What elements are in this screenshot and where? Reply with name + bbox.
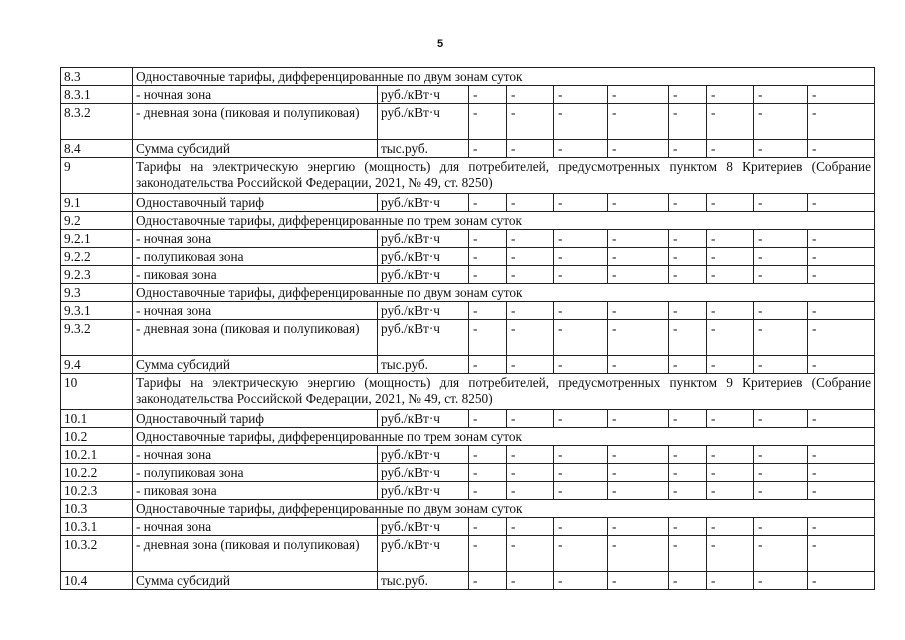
value-cell: - <box>469 230 507 248</box>
row-number: 10.1 <box>61 410 133 428</box>
row-label: Одноставочный тариф <box>133 410 378 428</box>
value-cell: - <box>469 194 507 212</box>
row-label: Одноставочный тариф <box>133 194 378 212</box>
row-label: - дневная зона (пиковая и полупиковая) <box>133 536 378 572</box>
group-title: Одноставочные тарифы, дифференцированные по трем зонам суток <box>133 428 875 446</box>
unit-cell: руб./кВт·ч <box>378 320 469 356</box>
value-cell: - <box>754 302 808 320</box>
value-cell: - <box>554 194 608 212</box>
value-cell: - <box>669 356 707 374</box>
value-cell: - <box>808 572 875 590</box>
value-cell: - <box>808 230 875 248</box>
subheader-row <box>61 212 875 230</box>
unit-cell: руб./кВт·ч <box>378 248 469 266</box>
value-cell: - <box>554 356 608 374</box>
row-number: 9.4 <box>61 356 133 374</box>
value-cell: - <box>608 230 669 248</box>
value-cell: - <box>469 104 507 140</box>
tariff-table <box>60 67 875 590</box>
value-cell: - <box>469 572 507 590</box>
value-cell: - <box>669 536 707 572</box>
value-cell: - <box>669 446 707 464</box>
value-cell: - <box>554 518 608 536</box>
value-cell: - <box>507 248 554 266</box>
row-number: 9.2.1 <box>61 230 133 248</box>
section-title: Тарифы на электрическую энергию (мощность) для потребителей, предусмотренных пунктом 9 Критериев (Собрание законодательства Российской Федерации, 2021, № 49, ст. 8250) <box>133 374 875 410</box>
row-number: 8.3.2 <box>61 104 133 140</box>
value-cell: - <box>707 266 754 284</box>
value-cell: - <box>554 536 608 572</box>
value-cell: - <box>808 320 875 356</box>
value-cell: - <box>707 464 754 482</box>
value-cell: - <box>808 86 875 104</box>
value-cell: - <box>469 320 507 356</box>
row-number: 10.2.2 <box>61 464 133 482</box>
value-cell: - <box>608 410 669 428</box>
unit-cell: руб./кВт·ч <box>378 464 469 482</box>
value-cell: - <box>669 230 707 248</box>
section-title: Тарифы на электрическую энергию (мощность) для потребителей, предусмотренных пунктом 8 Критериев (Собрание законодательства Российской Федерации, 2021, № 49, ст. 8250) <box>133 158 875 194</box>
row-number: 9.1 <box>61 194 133 212</box>
value-cell: - <box>754 230 808 248</box>
value-cell: - <box>669 518 707 536</box>
row-number: 10 <box>61 374 133 410</box>
value-cell: - <box>469 302 507 320</box>
value-cell: - <box>808 482 875 500</box>
value-cell: - <box>507 464 554 482</box>
row-label: - ночная зона <box>133 230 378 248</box>
subheader-row <box>61 428 875 446</box>
row-label: - пиковая зона <box>133 482 378 500</box>
value-cell: - <box>507 482 554 500</box>
value-cell: - <box>608 518 669 536</box>
table-row <box>61 482 875 500</box>
table-row <box>61 302 875 320</box>
value-cell: - <box>554 446 608 464</box>
value-cell: - <box>707 230 754 248</box>
value-cell: - <box>808 518 875 536</box>
value-cell: - <box>669 320 707 356</box>
value-cell: - <box>507 518 554 536</box>
row-number: 9.2.2 <box>61 248 133 266</box>
value-cell: - <box>754 410 808 428</box>
table-row <box>61 536 875 572</box>
value-cell: - <box>469 464 507 482</box>
table-row <box>61 86 875 104</box>
value-cell: - <box>608 320 669 356</box>
value-cell: - <box>554 572 608 590</box>
row-label: - полупиковая зона <box>133 464 378 482</box>
value-cell: - <box>554 410 608 428</box>
row-label: - ночная зона <box>133 518 378 536</box>
page-number: 5 <box>436 38 444 50</box>
value-cell: - <box>608 302 669 320</box>
value-cell: - <box>608 536 669 572</box>
value-cell: - <box>507 230 554 248</box>
group-title: Одноставочные тарифы, дифференцированные по трем зонам суток <box>133 212 875 230</box>
value-cell: - <box>554 482 608 500</box>
unit-cell: руб./кВт·ч <box>378 410 469 428</box>
value-cell: - <box>707 518 754 536</box>
table-row <box>61 248 875 266</box>
value-cell: - <box>754 464 808 482</box>
row-label: Сумма субсидий <box>133 140 378 158</box>
value-cell: - <box>669 572 707 590</box>
value-cell: - <box>669 248 707 266</box>
value-cell: - <box>754 320 808 356</box>
table-row <box>61 356 875 374</box>
row-number: 10.4 <box>61 572 133 590</box>
value-cell: - <box>554 266 608 284</box>
row-number: 8.4 <box>61 140 133 158</box>
unit-cell: руб./кВт·ч <box>378 302 469 320</box>
value-cell: - <box>808 536 875 572</box>
value-cell: - <box>754 86 808 104</box>
unit-cell: руб./кВт·ч <box>378 536 469 572</box>
section-row <box>61 158 875 194</box>
value-cell: - <box>754 446 808 464</box>
unit-cell: руб./кВт·ч <box>378 194 469 212</box>
group-title: Одноставочные тарифы, дифференцированные по двум зонам суток <box>133 284 875 302</box>
value-cell: - <box>808 410 875 428</box>
value-cell: - <box>808 266 875 284</box>
value-cell: - <box>754 140 808 158</box>
value-cell: - <box>507 572 554 590</box>
value-cell: - <box>808 356 875 374</box>
subheader-row <box>61 68 875 86</box>
unit-cell: тыс.руб. <box>378 140 469 158</box>
value-cell: - <box>507 320 554 356</box>
value-cell: - <box>608 104 669 140</box>
value-cell: - <box>469 410 507 428</box>
group-title: Одноставочные тарифы, дифференцированные по двум зонам суток <box>133 68 875 86</box>
value-cell: - <box>808 446 875 464</box>
row-number: 9.3 <box>61 284 133 302</box>
row-number: 10.2 <box>61 428 133 446</box>
row-label: - ночная зона <box>133 86 378 104</box>
value-cell: - <box>808 104 875 140</box>
value-cell: - <box>707 356 754 374</box>
value-cell: - <box>669 482 707 500</box>
row-number: 9.3.2 <box>61 320 133 356</box>
value-cell: - <box>608 140 669 158</box>
value-cell: - <box>707 482 754 500</box>
value-cell: - <box>469 482 507 500</box>
row-label: - дневная зона (пиковая и полупиковая) <box>133 320 378 356</box>
value-cell: - <box>808 464 875 482</box>
value-cell: - <box>554 302 608 320</box>
unit-cell: руб./кВт·ч <box>378 482 469 500</box>
unit-cell: руб./кВт·ч <box>378 518 469 536</box>
value-cell: - <box>754 482 808 500</box>
value-cell: - <box>507 536 554 572</box>
row-number: 8.3 <box>61 68 133 86</box>
row-number: 10.2.1 <box>61 446 133 464</box>
value-cell: - <box>669 104 707 140</box>
value-cell: - <box>669 410 707 428</box>
row-number: 10.3.2 <box>61 536 133 572</box>
value-cell: - <box>707 302 754 320</box>
value-cell: - <box>608 572 669 590</box>
row-label: - дневная зона (пиковая и полупиковая) <box>133 104 378 140</box>
row-label: - пиковая зона <box>133 266 378 284</box>
row-number: 9 <box>61 158 133 194</box>
value-cell: - <box>754 104 808 140</box>
value-cell: - <box>608 464 669 482</box>
value-cell: - <box>707 536 754 572</box>
value-cell: - <box>608 248 669 266</box>
row-number: 10.2.3 <box>61 482 133 500</box>
table-row <box>61 410 875 428</box>
value-cell: - <box>507 104 554 140</box>
value-cell: - <box>469 86 507 104</box>
table-row <box>61 104 875 140</box>
value-cell: - <box>554 464 608 482</box>
row-number: 9.2.3 <box>61 266 133 284</box>
unit-cell: руб./кВт·ч <box>378 230 469 248</box>
value-cell: - <box>754 518 808 536</box>
value-cell: - <box>507 302 554 320</box>
table-row <box>61 518 875 536</box>
value-cell: - <box>507 140 554 158</box>
unit-cell: руб./кВт·ч <box>378 446 469 464</box>
value-cell: - <box>669 86 707 104</box>
unit-cell: руб./кВт·ч <box>378 104 469 140</box>
value-cell: - <box>469 248 507 266</box>
table-row <box>61 572 875 590</box>
value-cell: - <box>754 536 808 572</box>
value-cell: - <box>754 356 808 374</box>
value-cell: - <box>707 248 754 266</box>
value-cell: - <box>808 302 875 320</box>
value-cell: - <box>507 356 554 374</box>
row-label: Сумма субсидий <box>133 356 378 374</box>
table-row <box>61 464 875 482</box>
table-row <box>61 140 875 158</box>
value-cell: - <box>707 104 754 140</box>
unit-cell: руб./кВт·ч <box>378 86 469 104</box>
value-cell: - <box>469 518 507 536</box>
value-cell: - <box>507 410 554 428</box>
section-row <box>61 374 875 410</box>
value-cell: - <box>669 302 707 320</box>
value-cell: - <box>608 194 669 212</box>
group-title: Одноставочные тарифы, дифференцированные по двум зонам суток <box>133 500 875 518</box>
row-number: 9.2 <box>61 212 133 230</box>
row-label: - ночная зона <box>133 302 378 320</box>
table-row <box>61 194 875 212</box>
value-cell: - <box>707 194 754 212</box>
value-cell: - <box>608 356 669 374</box>
value-cell: - <box>707 320 754 356</box>
value-cell: - <box>669 194 707 212</box>
value-cell: - <box>707 572 754 590</box>
table-row <box>61 230 875 248</box>
value-cell: - <box>554 230 608 248</box>
value-cell: - <box>707 410 754 428</box>
unit-cell: тыс.руб. <box>378 572 469 590</box>
value-cell: - <box>469 266 507 284</box>
value-cell: - <box>554 248 608 266</box>
unit-cell: тыс.руб. <box>378 356 469 374</box>
value-cell: - <box>507 266 554 284</box>
row-number: 8.3.1 <box>61 86 133 104</box>
subheader-row <box>61 500 875 518</box>
value-cell: - <box>754 266 808 284</box>
value-cell: - <box>808 248 875 266</box>
value-cell: - <box>469 356 507 374</box>
value-cell: - <box>608 446 669 464</box>
value-cell: - <box>669 464 707 482</box>
value-cell: - <box>669 266 707 284</box>
unit-cell: руб./кВт·ч <box>378 266 469 284</box>
value-cell: - <box>469 446 507 464</box>
value-cell: - <box>608 482 669 500</box>
row-number: 10.3.1 <box>61 518 133 536</box>
value-cell: - <box>808 194 875 212</box>
value-cell: - <box>754 194 808 212</box>
value-cell: - <box>469 536 507 572</box>
value-cell: - <box>554 320 608 356</box>
value-cell: - <box>554 140 608 158</box>
value-cell: - <box>707 446 754 464</box>
value-cell: - <box>707 86 754 104</box>
subheader-row <box>61 284 875 302</box>
row-number: 10.3 <box>61 500 133 518</box>
table-row <box>61 320 875 356</box>
row-label: - ночная зона <box>133 446 378 464</box>
value-cell: - <box>507 446 554 464</box>
value-cell: - <box>507 194 554 212</box>
value-cell: - <box>507 86 554 104</box>
value-cell: - <box>669 140 707 158</box>
value-cell: - <box>754 248 808 266</box>
value-cell: - <box>707 140 754 158</box>
value-cell: - <box>808 140 875 158</box>
value-cell: - <box>754 572 808 590</box>
value-cell: - <box>469 140 507 158</box>
row-label: Сумма субсидий <box>133 572 378 590</box>
row-number: 9.3.1 <box>61 302 133 320</box>
table-row <box>61 266 875 284</box>
value-cell: - <box>608 86 669 104</box>
table-row <box>61 446 875 464</box>
value-cell: - <box>554 104 608 140</box>
value-cell: - <box>608 266 669 284</box>
row-label: - полупиковая зона <box>133 248 378 266</box>
value-cell: - <box>554 86 608 104</box>
